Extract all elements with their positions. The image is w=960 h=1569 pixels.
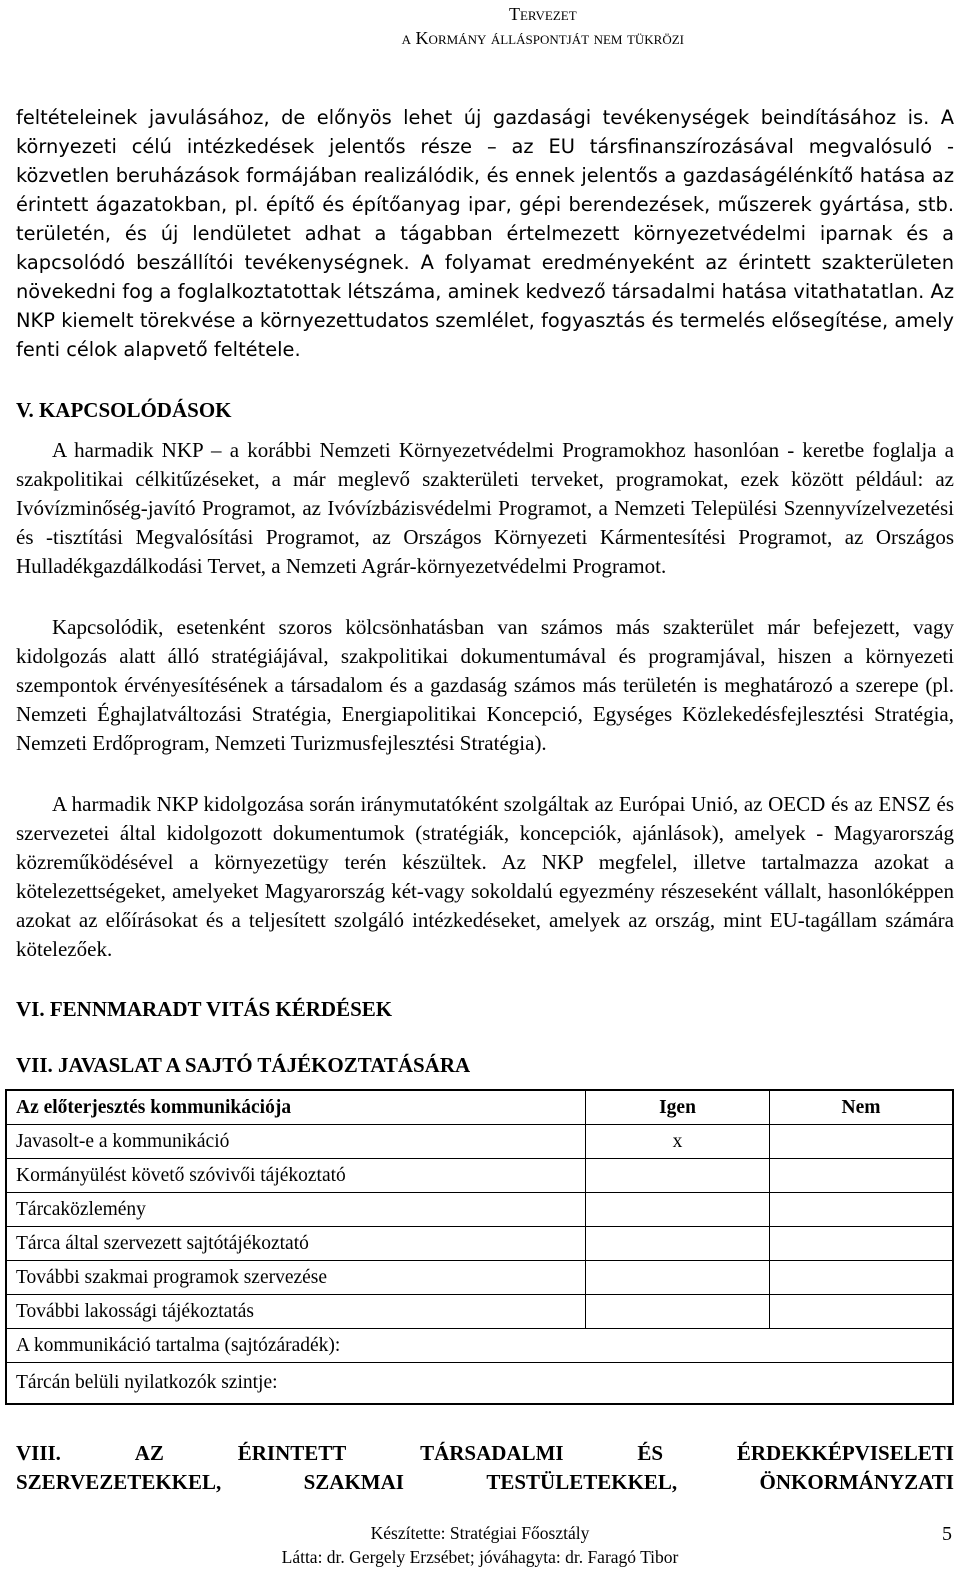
- yes-cell: [586, 1159, 770, 1193]
- row-label: Kormányülést követő szóvivői tájékoztató: [6, 1159, 586, 1193]
- table-header-row: [6, 1090, 953, 1125]
- row-label-content: A kommunikáció tartalma (sajtózáradék):: [6, 1329, 953, 1363]
- heading-word: SZAKMAI: [303, 1470, 404, 1494]
- table-row: [6, 1125, 953, 1159]
- row-label: További lakossági tájékoztatás: [6, 1295, 586, 1329]
- column-header-yes: Igen: [586, 1090, 770, 1125]
- table-row: [6, 1295, 953, 1329]
- yes-cell: x: [586, 1125, 770, 1159]
- no-cell: [770, 1261, 954, 1295]
- no-cell: [770, 1159, 954, 1193]
- table-row: [6, 1159, 953, 1193]
- paragraph-economic-impact: feltételeinek javulásához, de előnyös lehet új gazdasági tevékenységek beindításához is. A környezeti célú intézkedések jelentős része – az EU társfinanszírozásával megvalósuló - közvetlen beruházások formájában realizálódik, és ennek jelentős a gazdaságélénkítő hatása az érintett ágazatokban, pl. építő és építőanyag ipar, gépi berendezések, műszerek gyártása, stb. területén, és új lendületet adhat a tágabban értelmezett környezetvédelmi iparnak és a kapcsolódó beszállítói tevékenységnek. A folyamat eredményeként az érintett szakterületen növekedni fog a foglalkoztatottak létszáma, aminek kedvező társadalmi hatása vitathatatlan. Az NKP kiemelt törekvése a környezettudatos szemlélet, fogyasztás és termelés elősegítése, amely fenti célok alapvető feltétele.: [16, 106, 954, 361]
- page-footer: [230, 1521, 730, 1569]
- yes-cell: [586, 1193, 770, 1227]
- row-label-spokespersons: Tárcán belüli nyilatkozók szintje:: [6, 1363, 953, 1405]
- table-row-merged: [6, 1363, 953, 1405]
- paragraph-related-strategies: Kapcsolódik, esetenként szoros kölcsönhatásban van számos más szakterület már befejezett, vagy kidolgozás alatt álló stratégiájával, szakpolitikai dokumentumával és programjával, hiszen a környezeti szempontok érvényesítésének a társadalom és a gazdaság számos más területén is meghatározó a szerepe (pl. Nemzeti Éghajlatváltozási Stratégia, Energiapolitikai Koncepció, Egységes Közlekedésfejlesztési Stratégia, Nemzeti Erdőprogram, Nemzeti Turizmusfejlesztési Stratégia).: [16, 615, 954, 755]
- heading-word: ÉRINTETT: [237, 1441, 347, 1465]
- footer-prepared-by: Készítette: Stratégiai Főosztály: [370, 1523, 590, 1543]
- table-row-merged: [6, 1329, 953, 1363]
- heading-word: TESTÜLETEKKEL,: [486, 1470, 678, 1494]
- section-heading-vi: VI. FENNMARADT VITÁS KÉRDÉSEK: [16, 997, 393, 1021]
- section-heading-viii-line2: [16, 1468, 954, 1497]
- heading-word: ÉS: [637, 1441, 664, 1465]
- row-label: Tárca által szervezett sajtótájékoztató: [6, 1227, 586, 1261]
- row-label: Javasolt-e a kommunikáció: [6, 1125, 586, 1159]
- document-header: [402, 2, 684, 50]
- page-number: 5: [942, 1523, 952, 1545]
- paragraph-related-programs: A harmadik NKP – a korábbi Nemzeti Környezetvédelmi Programokhoz hasonlóan - keretbe foglalja a szakpolitikai célkitűzéseket, a már meglevő szakterületi terveket, programokat, ezek között például: az Ivóvízminőség-javító Programot, az Ivóvízbázisvédelmi Programot, a Nemzeti Települési Szennyvízelvezetési és -tisztítási Megvalósítási Programot, az Országos Környezeti Kármentesítési Programot, az Országos Hulladékgazdálkodási Tervet, a Nemzeti Agrár-környezetvédelmi Programot.: [16, 438, 954, 578]
- table-row: [6, 1261, 953, 1295]
- paragraph-international-guidance: A harmadik NKP kidolgozása során iránymutatóként szolgáltak az Európai Unió, az OECD és az ENSZ és szervezetei által kidolgozott dokumentumok (stratégiák, koncepciók, ajánlások), amelyek - Magyarország közreműködésével a környezetügy terén készültek. Az NKP megfelel, illetve tartalmazza azokat a kötelezettségeket, amelyeket Magyarország két-vagy sokoldalú egyezmény részeseként vállalt, hasonlóképpen azokat az előírásokat és a teljesített szolgáló intézkedéseket, amelyek az ország, mint EU-tagállam számára kötelezőek.: [16, 792, 954, 961]
- no-cell: [770, 1193, 954, 1227]
- yes-cell: [586, 1227, 770, 1261]
- heading-word: SZERVEZETEKKEL,: [16, 1470, 222, 1494]
- section-heading-v: V. KAPCSOLÓDÁSOK: [16, 398, 232, 422]
- heading-word: TÁRSADALMI: [420, 1441, 564, 1465]
- heading-word: AZ: [134, 1441, 164, 1465]
- communication-table: [5, 1089, 954, 1405]
- no-cell: [770, 1227, 954, 1261]
- no-cell: [770, 1125, 954, 1159]
- row-label: További szakmai programok szervezése: [6, 1261, 586, 1295]
- column-header-communication: Az előterjesztés kommunikációja: [6, 1090, 586, 1125]
- heading-word: ÖNKORMÁNYZATI: [759, 1470, 954, 1494]
- column-header-no: Nem: [770, 1090, 954, 1125]
- footer-approved-by: Látta: dr. Gergely Erzsébet; jóváhagyta: dr. Faragó Tibor: [281, 1547, 679, 1567]
- header-disclaimer: a Kormány álláspontját nem tükrözi: [401, 28, 684, 48]
- table-row: [6, 1193, 953, 1227]
- row-label: Tárcaközlemény: [6, 1193, 586, 1227]
- section-heading-vii: VII. JAVASLAT A SAJTÓ TÁJÉKOZTATÁSÁRA: [16, 1053, 471, 1077]
- yes-cell: [586, 1261, 770, 1295]
- heading-word: ÉRDEKKÉPVISELETI: [736, 1441, 954, 1465]
- yes-cell: [586, 1295, 770, 1329]
- section-heading-viii-line1: [16, 1439, 954, 1468]
- table-row: [6, 1227, 953, 1261]
- no-cell: [770, 1295, 954, 1329]
- heading-word: VIII.: [16, 1441, 61, 1465]
- header-draft-label: Tervezet: [508, 4, 577, 24]
